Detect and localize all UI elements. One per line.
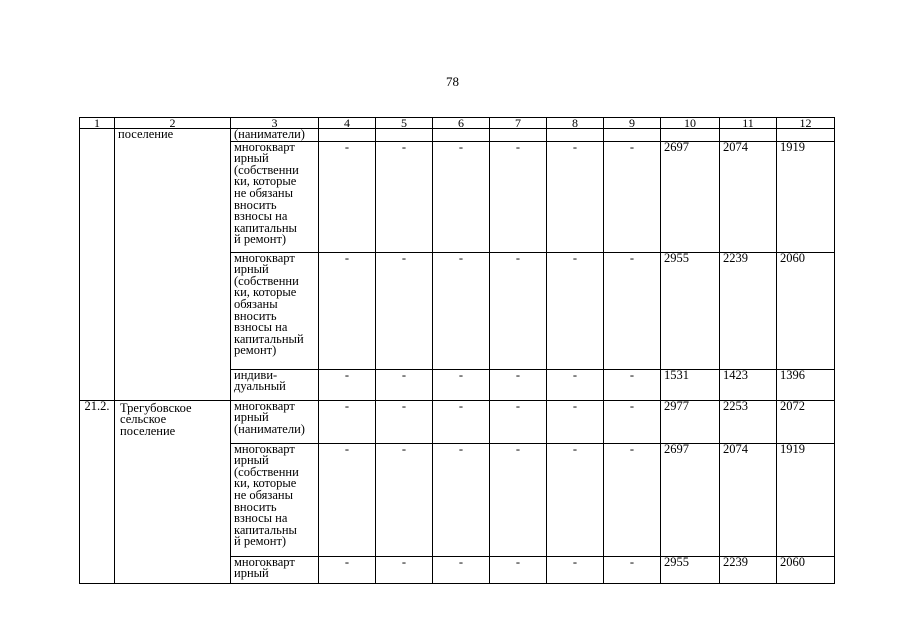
value-cell: - <box>604 141 661 252</box>
value-cell: 2072 <box>777 400 835 443</box>
value-cell: 2697 <box>661 141 720 252</box>
value-cell: - <box>376 252 433 369</box>
header-cell: 4 <box>319 118 376 129</box>
value-cell <box>490 129 547 142</box>
value-cell: - <box>490 252 547 369</box>
value-cell: 1919 <box>777 443 835 556</box>
settlement-name: поселение <box>115 129 231 401</box>
value-cell: - <box>376 369 433 400</box>
value-cell: - <box>433 443 490 556</box>
value-cell <box>376 129 433 142</box>
header-cell: 8 <box>547 118 604 129</box>
value-cell: - <box>490 443 547 556</box>
value-cell: 1396 <box>777 369 835 400</box>
value-cell: - <box>547 443 604 556</box>
header-cell: 12 <box>777 118 835 129</box>
value-cell: - <box>319 400 376 443</box>
value-cell: - <box>376 556 433 583</box>
value-cell: 2697 <box>661 443 720 556</box>
value-cell <box>661 129 720 142</box>
value-cell <box>720 129 777 142</box>
value-cell: - <box>604 369 661 400</box>
value-cell: - <box>490 141 547 252</box>
value-cell <box>604 129 661 142</box>
value-cell: 2074 <box>720 443 777 556</box>
value-cell: - <box>604 400 661 443</box>
value-cell: 1919 <box>777 141 835 252</box>
value-cell: - <box>319 443 376 556</box>
value-cell: - <box>433 252 490 369</box>
housing-type: индиви- дуальный <box>231 369 319 400</box>
header-cell: 1 <box>80 118 115 129</box>
value-cell: - <box>547 556 604 583</box>
header-cell: 3 <box>231 118 319 129</box>
value-cell: 1531 <box>661 369 720 400</box>
value-cell: 2060 <box>777 556 835 583</box>
value-cell: - <box>319 369 376 400</box>
value-cell: - <box>433 556 490 583</box>
header-cell: 6 <box>433 118 490 129</box>
row-number: 21.2. <box>80 400 115 583</box>
value-cell: - <box>490 369 547 400</box>
header-cell: 10 <box>661 118 720 129</box>
value-cell: - <box>547 252 604 369</box>
value-cell: - <box>604 443 661 556</box>
value-cell: 2253 <box>720 400 777 443</box>
housing-type: многокварт ирный (собственни ки, которые не обязаны вносить взносы на капитальны й ремонт) <box>231 443 319 556</box>
value-cell: - <box>319 556 376 583</box>
value-cell: - <box>433 369 490 400</box>
header-cell: 9 <box>604 118 661 129</box>
value-cell: - <box>433 141 490 252</box>
value-cell: - <box>547 400 604 443</box>
header-cell: 7 <box>490 118 547 129</box>
value-cell: 2239 <box>720 556 777 583</box>
value-cell: - <box>319 141 376 252</box>
value-cell <box>319 129 376 142</box>
value-cell: - <box>319 252 376 369</box>
value-cell: - <box>604 556 661 583</box>
value-cell: - <box>547 141 604 252</box>
housing-type: многокварт ирный (собственни ки, которые не обязаны вносить взносы на капитальны й ремонт) <box>231 141 319 252</box>
value-cell: 2955 <box>661 556 720 583</box>
housing-type: многокварт ирный (наниматели) <box>231 400 319 443</box>
row-number <box>80 129 115 401</box>
value-cell: 2955 <box>661 252 720 369</box>
value-cell: - <box>433 400 490 443</box>
value-cell: 2074 <box>720 141 777 252</box>
header-cell: 2 <box>115 118 231 129</box>
header-cell: 11 <box>720 118 777 129</box>
settlement-name: Трегубовское сельское поселение <box>115 400 231 583</box>
value-cell: 1423 <box>720 369 777 400</box>
value-cell: - <box>376 443 433 556</box>
value-cell: - <box>547 369 604 400</box>
value-cell <box>547 129 604 142</box>
value-cell <box>777 129 835 142</box>
table-row <box>80 129 835 142</box>
value-cell: - <box>376 141 433 252</box>
value-cell <box>433 129 490 142</box>
header-cell: 5 <box>376 118 433 129</box>
tariff-table <box>79 117 835 584</box>
page-number: 78 <box>446 74 459 89</box>
housing-type: (наниматели) <box>231 129 319 142</box>
housing-type: многокварт ирный (собственни ки, которые обязаны вносить взносы на капитальный ремонт) <box>231 252 319 369</box>
housing-type: многокварт ирный <box>231 556 319 583</box>
value-cell: - <box>490 556 547 583</box>
value-cell: 2239 <box>720 252 777 369</box>
value-cell: 2977 <box>661 400 720 443</box>
value-cell: 2060 <box>777 252 835 369</box>
value-cell: - <box>604 252 661 369</box>
header-row <box>80 118 835 129</box>
table-row <box>80 400 835 443</box>
value-cell: - <box>376 400 433 443</box>
value-cell: - <box>490 400 547 443</box>
